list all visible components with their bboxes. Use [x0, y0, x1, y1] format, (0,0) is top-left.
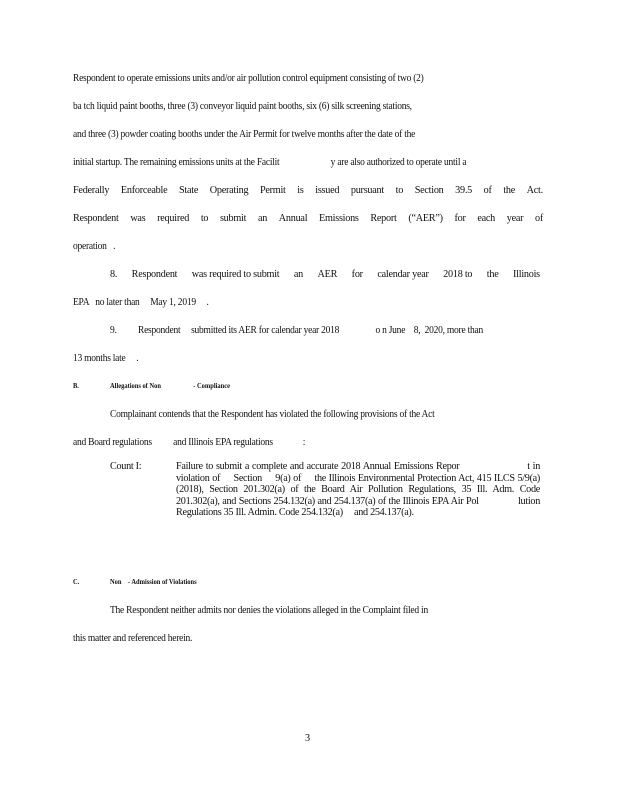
page-number: 3 [305, 733, 311, 744]
justified-word: an [293, 269, 304, 280]
justified-word: an [257, 213, 268, 224]
justified-word: the [486, 269, 499, 280]
justified-word: for [454, 213, 466, 224]
para8-line-1 [110, 269, 540, 280]
para7-line-4: initial startup. The remaining emissions units at the Facilit y are also authorized to operate until a [73, 157, 467, 168]
justified-word: required [157, 213, 190, 224]
justified-word: Operating [209, 185, 249, 196]
justified-word: Section [414, 185, 444, 196]
justified-word: each [477, 213, 496, 224]
justified-word: was required to submit [191, 269, 280, 280]
justified-word: year [506, 213, 524, 224]
count-text: Failure to submit a complete and accurate 2018 Annual Emissions Repor t in violation of Section 9(a) of the Illinois Environmental Protection Act, 415 ILCS 5/9(a) (2018), Section 201.302(a) of the Board Air Pollution Regulations, 35 Ill. Adm. Code 201.302(a), and Sections 254.132(a) and 254.137(a) of the Illinois EPA Air Pol lution Regulations 35 Ill. Admin. Code 254.132(a) and 254.137(a). [176, 461, 543, 519]
justified-word: of [483, 185, 492, 196]
justified-word: is [297, 185, 304, 196]
section-b-letter: B. [73, 381, 79, 390]
justified-word: 39.5 [455, 185, 472, 196]
justified-word: submit [219, 213, 247, 224]
justified-word: for [351, 269, 363, 280]
justified-word: Emissions [319, 213, 359, 224]
para7-line-5 [73, 185, 543, 196]
justified-word: Permit [259, 185, 286, 196]
justified-word: Respondent [131, 269, 178, 280]
section-b-line-2: and Board regulations and Illinois EPA regulations : [73, 437, 306, 448]
para7-line-2: ba tch liquid paint booths, three (3) conveyor liquid paint booths, six (6) silk screening stations, [73, 101, 412, 112]
section-c-letter: C. [73, 577, 80, 586]
justified-word: Report [370, 213, 397, 224]
section-c-line-2: this matter and referenced herein. [73, 633, 193, 644]
justified-word: 2018 to [443, 269, 473, 280]
section-b-heading: Allegations of Non - Compliance [110, 381, 230, 390]
justified-word: to [395, 185, 404, 196]
justified-word: Federally [73, 185, 110, 196]
section-c-heading: Non - Admission of Violations [110, 577, 197, 586]
justified-word: pursuant [350, 185, 384, 196]
para7-line-3: and three (3) powder coating booths under the Air Permit for twelve months after the date of the [73, 129, 416, 140]
justified-word: was [130, 213, 146, 224]
para7-line-6 [73, 213, 543, 224]
para7-line-7: operation . [73, 241, 116, 252]
para7-line-1: Respondent to operate emissions units and/or air pollution control equipment consisting of two (2) [73, 73, 424, 84]
justified-word: of [535, 213, 543, 224]
para9-line-2: 13 months late . [73, 353, 139, 364]
justified-word: (“AER”) [408, 213, 443, 224]
justified-word: the [503, 185, 516, 196]
justified-word: Act. [526, 185, 543, 196]
justified-word: AER [317, 269, 338, 280]
justified-word: Enforceable [120, 185, 168, 196]
justified-word: issued [315, 185, 340, 196]
section-c-line-1: The Respondent neither admits nor denies the violations alleged in the Complaint filed in [110, 605, 428, 616]
para9-line-1: 9. Respondent submitted its AER for calendar year 2018 o n June 8, 2020, more than [110, 325, 483, 336]
justified-word: Illinois [513, 269, 540, 280]
para8-line-2: EPA no later than May 1, 2019 . [73, 297, 209, 308]
section-b-line-1: Complainant contends that the Respondent has violated the following provisions of the Act [110, 409, 435, 420]
count-label: Count I: [110, 461, 142, 472]
justified-word: State [179, 185, 199, 196]
justified-word: 8. [110, 269, 118, 280]
justified-word: to [200, 213, 209, 224]
justified-word: calendar year [377, 269, 429, 280]
justified-word: Annual [278, 213, 308, 224]
justified-word: Respondent [73, 213, 119, 224]
